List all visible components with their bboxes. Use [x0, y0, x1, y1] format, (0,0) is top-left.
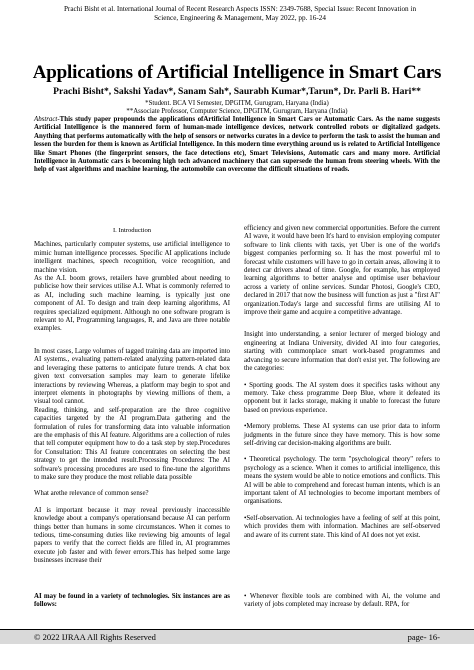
- abstract-label: Abstract-: [34, 116, 60, 123]
- right-paragraph-1: efficiency and given new commercial opportunities. Before the current AI wave, it would have been It's hard to envision employing computer software to link clients with taxis, yet Uber is one of the world's biggest companies performing so. It has the most powerful ml to forecast while customers will have to go in certain areas, allowing it to detect car drivers ahead of time. Google, for example, has employed learning algorithms to better analyse and optimise user behaviour across a variety of online services. Sundar Photosi, Google's CEO, declared in 2017 that now the business will function as just a "first AI" organization.Today's large and successful firms are utilising AI to improve their game and acquire a competitive advantage.: [244, 225, 440, 317]
- bottom-left-text: AI may be found in a variety of technologies. Six instances are as follows:: [34, 593, 230, 609]
- category-sporting-goods: • Sporting goods. The AI system does it specifics tasks without any memory. Take chess programme Deep Blue, where it defeated its opponent but it lacks storage, making it unable to forecast the future based on previous experience.: [244, 381, 440, 414]
- journal-header-line-1: Prachi Bisht et al. International Journal of Recent Research Aspects ISSN: 2349-7688, Special Issue: Recent Innovation in: [63, 5, 417, 13]
- intro-question: What arethe relevance of common sense?: [34, 490, 149, 498]
- page-number: page- 16-: [407, 632, 440, 642]
- copyright-notice: © 2022 IJRAA All Rights Reserved: [34, 632, 156, 642]
- category-memory-problems: •Memory problems. These AI systems can use prior data to inform judgments in the future since they have memory. This is how some self-driving car decision-making algorithms are built.: [244, 423, 440, 447]
- journal-header: [40, 5, 440, 23]
- abstract-text: This study paper propounds the applications ofArtificial Intelligence in Smart Cars or Automatic Cars. As the name suggests Artificial Intelligence is the mannered form of human-made intelligence devices, network controlled robots or digitalized gadgets. Anything that performs automatically with the help of sensors or networks curates in a device to perform the task to assist the human and lessen the burden for them is known as Artificial Intelligence. In this modern time everything around us is related to Artificial Intelligence like Smart Phones (the fingerprint sensors, the face detections etc), Smart Televisions, Automatic cars and many more. Artificial Intelligence in Automatic cars is becoming high tech advanced machinery that can supersede the human from steering wheels. With the help of vast algorithms and machine learning, the automobile can overcome the difficult situations of roads.: [34, 116, 440, 174]
- category-self-observation: •Self-observation. Ai technologies have a feeling of self at this point, which provides them with information. Machines are self-observed and aware of its current state. This kind of AI does not yet exist.: [244, 514, 440, 539]
- left-column: [34, 225, 230, 566]
- affiliation-professor: **Associate Professor, Computer Science, DPGITM, Gurugram, Haryana (India): [126, 108, 348, 115]
- intro-paragraph-2: As the A.I. boom grows, retailers have grumbled about needing to publicise how their services utilise A.I. What is commonly referred to as AI, including such machine learning, is typically just one component of AI. To design and train deep learning algorithms, AI requires specialized equipment. Although no one software program is relevant to AI, Programming languages, R, and Java are three notable examples.: [34, 275, 230, 333]
- journal-header-line-2: Science, Engineering & Management, May 2022, pp. 16-24: [154, 14, 326, 22]
- category-theoretical-psychology: • Theoretical psychology. The term "psychological theory" refers to psychology as a science. When it comes to artificial intelligence, this means the system would be able to notice emotions and conflicts. This AI will be able to comprehend and forecast human intents, which is an important talent of AI technologies to become important members of organisations.: [244, 456, 440, 506]
- author-list: Prachi Bisht*, Sakshi Yadav*, Sanam Sah*, Saurabh Kumar*,Tarun*, Dr. Parli B. Hari**: [53, 86, 421, 97]
- right-paragraph-2: Insight into understanding, a senior lecturer of merged biology and engineering at Indiana University, divided AI into four categories, starting with commonplace smart work-based programmes and advancing to secure information that don't exist yet. The following are the categories:: [244, 331, 440, 373]
- intro-paragraph-5: AI is important because it may reveal previously inaccessible knowledge about a company's operationsand because AI can perform things better than humans in some circumstances. When it comes to tedious, time-consuming duties like reviewing big amounts of legal papers to verify that the correct fields are filled in, AI programmes execute job faster and with fewer errors.This has helped some large businesses increase their: [34, 506, 230, 565]
- right-column: [244, 225, 440, 540]
- page-footer: [0, 630, 474, 644]
- abstract: [34, 116, 440, 175]
- intro-paragraph-3: In most cases, Large volumes of tagged training data are imported into AI systems., evaluating pattern-related analyzing pattern-related data and leveraging these patterns to anticipate future trends. A chat box given text conversation samples may learn to generate lifelike interactions by reviewing Whereas, a platform may begin to spot and interpret elements in photographs by viewing millions of them, a visual tool cannot.: [34, 347, 230, 406]
- intro-paragraph-1: Machines, particularly computer systems, use artificial intelligence to mimic human intelligence processes. Specific AI applications include intelligent machines, speech recognition, voice recognition, and machine vision.: [34, 241, 230, 274]
- section-heading-introduction: I. Introduction: [112, 227, 152, 234]
- bottom-right-text: • Whenever flexible tools are combined with Ai, the volume and variety of jobs completed may increase by default. RPA, for: [244, 593, 440, 609]
- affiliation-students: *Student. BCA VI Semester, DPGITM, Gurugram, Haryana (India): [145, 100, 329, 107]
- intro-paragraph-4: Reading, thinking, and self-preparation are the three cognitive capacities targeted by the AI program.Data gathering and the formulation of rules for transforming data into valuable information are the emphasis of this AI feature. Algorithms are a collection of rules that tell computer equipment how to do a task step by step.Procedures for Consultation: This AI feature concentrates on selecting the best strategy to get the intended result.Processing Procedures: The AI software's processing procedures are used to fine-tune the algorithms to make sure they produce the most reliable data possible: [34, 406, 230, 481]
- paper-title: Applications of Artificial Intelligence in Smart Cars: [32, 62, 442, 83]
